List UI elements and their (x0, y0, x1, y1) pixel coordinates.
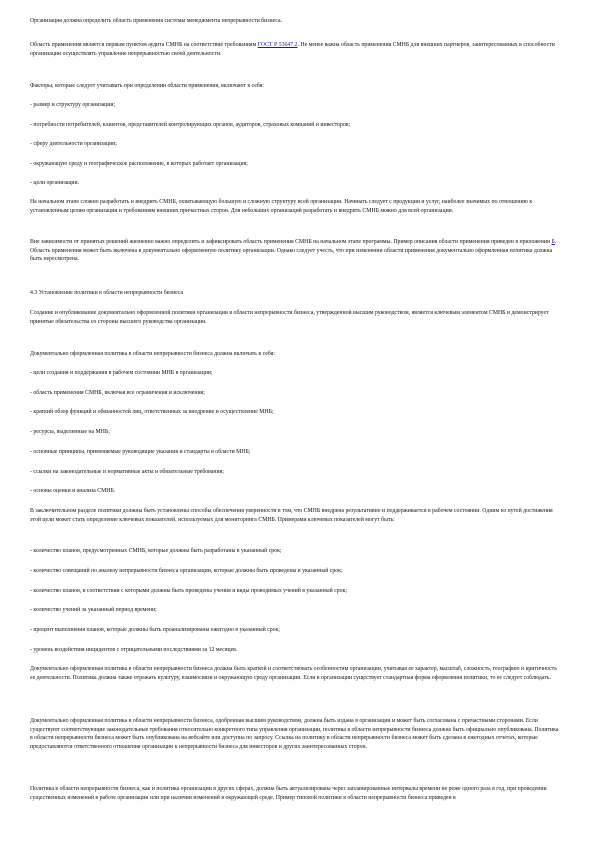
link-appendix-b[interactable]: Б (551, 239, 555, 245)
list-item-resources: - ресурсы, выделенные на МНБ; (30, 429, 110, 435)
paragraph-final-section: В заключительном разделе политики должны быть установлены способы обеспечения уверенности в том, что СМНБ внедрена результативно и поддерживается в рабочем состоянии. Одним из путей достижения этой цели может стать определение ключевых показателей, используемых для мониторинга СМНБ. Примерами ключевых показателей могут быть: (30, 508, 553, 523)
list-item-policy-scope: - область применения СМНБ, включая все ограничения и исключения; (30, 390, 205, 396)
list-item-principles: - основные принципы, применяемые руководящие указания и стандарты в области МНБ; (30, 449, 251, 455)
list-item-plans-count: - количество планов, предусмотренных СМНБ, которые должны быть разработаны в указанный срок; (30, 548, 282, 554)
list-item-exercises-count: - количество учений за указанный период времени; (30, 607, 157, 613)
paragraph-policy-contents-intro: Документально оформленная политика в области непрерывности бизнеса должна включать в себя: (30, 351, 275, 357)
list-item-meetings-count: - количество совещаний по анализу непрерывности бизнеса организации, которые должны быть проведены в указанный срок; (30, 568, 343, 574)
paragraph-policy-publication: Документально оформленная политика в области непрерывности бизнеса, одобренная высшим руководством, должна быть издана в организации и может быть согласована с причастными сторонами. Если существуют соответствующие законодательные требования относительно конкретного типа управления организации, политика в области непрерывности бизнеса должна быть официально опубликована. Политика в области непрерывности бизнеса может быть опубликована на вебсайте или доступна по запросу. Ссылка на политику в области непрерывности бизнеса может быть сделана в ежегодных отчетах, которые предоставляются ответственного отношения организации к непрерывности бизнеса для инвесторов и других заинтересованных сторон. (30, 718, 559, 750)
paragraph-text: . Область применения может быть включена в документально оформленную политику организации. Однако следует учесть, что при изменении области применения документально оформленная политика должна быть пересмотрена. (30, 239, 557, 263)
list-item-stakeholder-needs: - потребности потребителей, клиентов, представителей контролирующих органов, аудиторов, страховых компаний и инвесторов; (30, 122, 351, 128)
list-item-policy-goals: - цели создания и поддержания в рабочем состоянии МНБ в организации; (30, 370, 213, 376)
list-item-org-goals: - цели организации. (30, 180, 80, 186)
list-item-incident-impact: - уровень воздействия инцидентов с отрицательными последствиями за 12 месяцев. (30, 647, 238, 653)
paragraph-scope-fixation (30, 238, 561, 264)
paragraph-text: Вне зависимости от принятых решений жизненно важно определить и зафиксировать область применения СМНБ на начальном этапе программы. Пример описания области применения приведен в приложении (30, 239, 552, 245)
list-item-size-structure: - размер и структуру организации; (30, 102, 116, 108)
paragraph-policy-brevity: Документально оформленная политика в области непрерывности бизнеса должна быть краткой и соответствовать особенностям организации, учитывая ее характер, масштаб, сложность, географию и критичность ее деятельности. Политика должна также отражать культуру, взаимосвязи и окружающую среду организации. Если в организации существует стандартная форма оформления политики, то ее следует соблюдать. (30, 666, 557, 681)
paragraph-factors-intro: Факторы, которые следует учитывать при определении области применения, включают в себя: (30, 83, 264, 89)
list-item-environment-geography: - окружающую среду и географическое расположение, в которых работает организация; (30, 161, 248, 167)
paragraph-policy-creation: Создание и опубликование документально оформленной политики организации в области непрерывности бизнеса, утвержденной высшим руководством, является ключевым элементом СМНБ и демонстрирует принятые обязательства со стороны высшего руководства организации. (30, 310, 549, 325)
link-gost-53647-2[interactable]: ГОСТ Р 53647.2 (257, 42, 298, 48)
list-item-plans-percent: - процент выполнения планов, которые должны быть проанализированы ежегодно в указанный срок; (30, 627, 280, 633)
list-item-legal-references: - ссылки на законодательные и нормативные акты и обязательные требования; (30, 469, 224, 475)
list-item-exercises-plans: - количество планов, в соответствии с которыми должны быть проведены учения и виды проводимых учений в указанный срок; (30, 588, 348, 594)
paragraph-text: . Не менее важна область применения СМНБ для внешних партнеров, заинтересованных в способности организации осуществлять управление непрерывностью своей деятельности. (30, 42, 555, 57)
list-item-responsibilities: - краткий обзор функций и обязанностей лиц, ответственных за внедрение и осуществление МНБ; (30, 409, 274, 415)
paragraph-text: Область применения является первым пунктом аудита СМНБ на соответствие требованиям (30, 42, 258, 48)
paragraph-policy-update: Политика в области непрерывности бизнеса, как и политика организации в других сферах, должна быть актуализирована через запланированные интервалы времени не реже одного раза в год, при проведении существенных изменений в работе организации или при наличии изменений в окружающей среде. Пример типовой политики в области непрерывности бизнеса приведен в (30, 786, 547, 801)
section-heading-4-3: 4.3 Установление политики в области непрерывности бизнеса (30, 290, 184, 296)
paragraph-scope-requirement: Организация должна определить область применения системы менеджмента непрерывности бизнеса. (30, 18, 283, 24)
list-item-activity-scope: - сферу деятельности организации; (30, 141, 117, 147)
list-item-evaluation-basis: - основы оценки и анализа СМНБ. (30, 488, 116, 494)
paragraph-scope-audit (30, 41, 561, 58)
paragraph-initial-stage: На начальном этапе сложно разработать и внедрить СМНБ, охватывающую большую и сложную структуру всей организации. Начинать следует с продукции и услуг, наиболее значимых по отношению к установленным целям организации и требованиям внешних причастных сторон. Для небольших организаций разработать и внедрить СМНБ можно для всей организации. (30, 199, 533, 214)
